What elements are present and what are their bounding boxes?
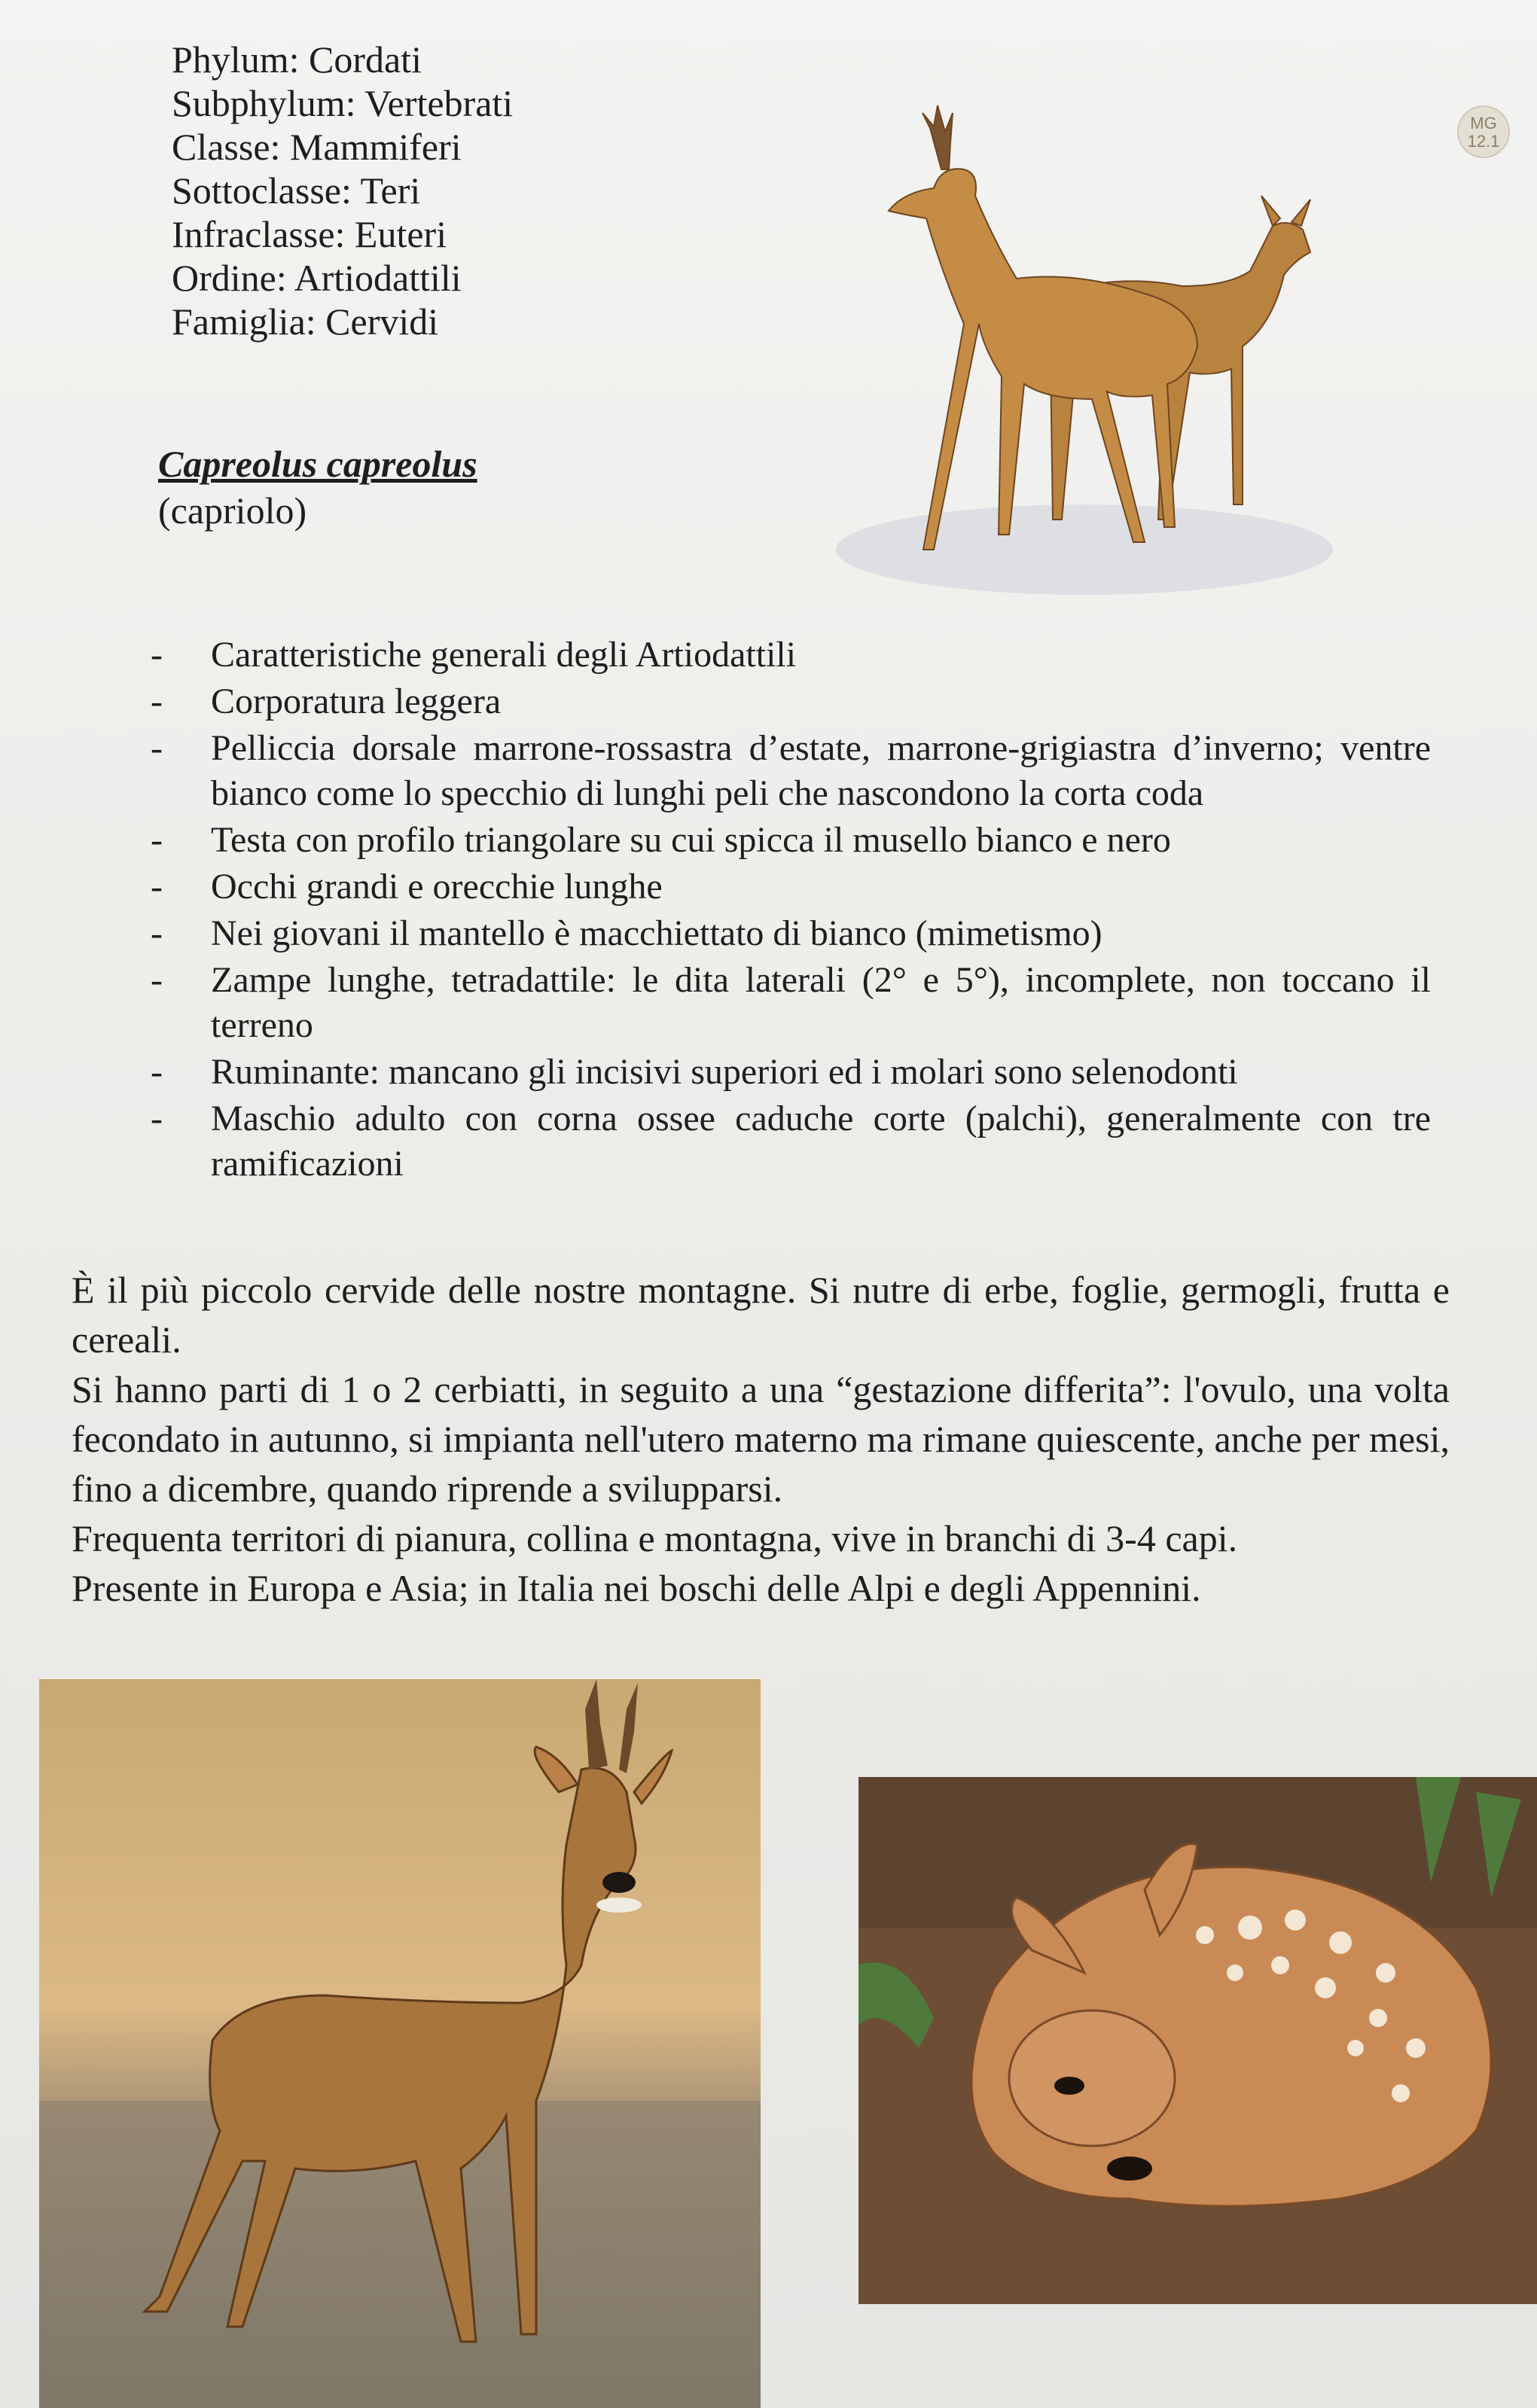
- corner-badge: [1457, 105, 1510, 158]
- badge-line-1: MG: [1470, 114, 1497, 133]
- bullet-dash: -: [151, 1052, 163, 1092]
- feature-text: Occhi grandi e orecchie lunghe: [211, 867, 663, 907]
- description-paragraph: Presente in Europa e Asia; in Italia nei boschi delle Alpi e degli Appennini.: [72, 1567, 1201, 1609]
- photo-adult-roe-deer: [39, 1679, 761, 2408]
- feature-item: [151, 632, 1431, 678]
- taxonomy-phylum: Phylum: Cordati: [172, 38, 422, 81]
- taxonomy-subphylum: Subphylum: Vertebrati: [172, 82, 514, 124]
- badge-line-2: 12.1: [1467, 132, 1500, 151]
- roe-deer-illustration: [791, 98, 1333, 610]
- species-heading: [158, 440, 477, 534]
- bullet-dash: -: [151, 1099, 163, 1138]
- feature-text: Nei giovani il mantello è macchiettato di bianco (mimetismo): [211, 913, 1102, 953]
- description-paragraph: Si hanno parti di 1 o 2 cerbiatti, in seguito a una “gestazione differita”: l'ovulo, una volta fecondato in autunno, si impianta nell'utero materno ma rimane quiescente, anche per mesi, fino a dicembre, quando riprende a svilupparsi.: [72, 1368, 1450, 1510]
- feature-text: Zampe lunghe, tetradattile: le dita laterali (2° e 5°), incomplete, non toccano il terreno: [211, 960, 1431, 1045]
- feature-item: [151, 818, 1431, 863]
- feature-item: [151, 726, 1431, 816]
- photo-fawn: [858, 1777, 1537, 2304]
- feature-item: [151, 679, 1431, 724]
- description-paragraph: È il più piccolo cervide delle nostre montagne. Si nutre di erbe, foglie, germogli, frutta e cereali.: [72, 1269, 1450, 1361]
- taxonomy-family: Famiglia: Cervidi: [172, 300, 439, 343]
- feature-list: [151, 632, 1431, 1188]
- description-paragraph: Frequenta territori di pianura, collina e montagna, vive in branchi di 3-4 capi.: [72, 1517, 1238, 1559]
- bullet-dash: -: [151, 913, 163, 953]
- feature-text: Testa con profilo triangolare su cui spicca il musello bianco e nero: [211, 820, 1171, 860]
- feature-item: [151, 911, 1431, 956]
- feature-text: Ruminante: mancano gli incisivi superiori ed i molari sono selenodonti: [211, 1052, 1238, 1092]
- taxonomy-class: Classe: Mammiferi: [172, 126, 462, 168]
- feature-item: [151, 958, 1431, 1048]
- taxonomy-infraclass: Infraclasse: Euteri: [172, 213, 447, 255]
- feature-text: Caratteristiche generali degli Artiodattili: [211, 635, 797, 675]
- feature-item: [151, 864, 1431, 910]
- bullet-dash: -: [151, 820, 163, 860]
- taxonomy-block: [172, 38, 513, 343]
- bullet-dash: -: [151, 728, 163, 768]
- feature-text: Pelliccia dorsale marrone-rossastra d’estate, marrone-grigiastra d’inverno; ventre bianco come lo specchio di lunghi peli che nascondono la corta coda: [211, 728, 1431, 813]
- description-text: [72, 1265, 1450, 1613]
- species-latin-name: Capreolus capreolus: [158, 443, 477, 485]
- feature-item: [151, 1050, 1431, 1095]
- feature-text: Maschio adulto con corna ossee caduche corte (palchi), generalmente con tre ramificazioni: [211, 1099, 1431, 1184]
- bullet-dash: -: [151, 867, 163, 907]
- species-common-name: (capriolo): [158, 489, 307, 532]
- taxonomy-order: Ordine: Artiodattili: [172, 257, 462, 299]
- feature-text: Corporatura leggera: [211, 681, 502, 721]
- feature-item: [151, 1096, 1431, 1187]
- bullet-dash: -: [151, 681, 163, 721]
- taxonomy-subclass: Sottoclasse: Teri: [172, 169, 421, 212]
- bullet-dash: -: [151, 635, 163, 675]
- bullet-dash: -: [151, 960, 163, 1000]
